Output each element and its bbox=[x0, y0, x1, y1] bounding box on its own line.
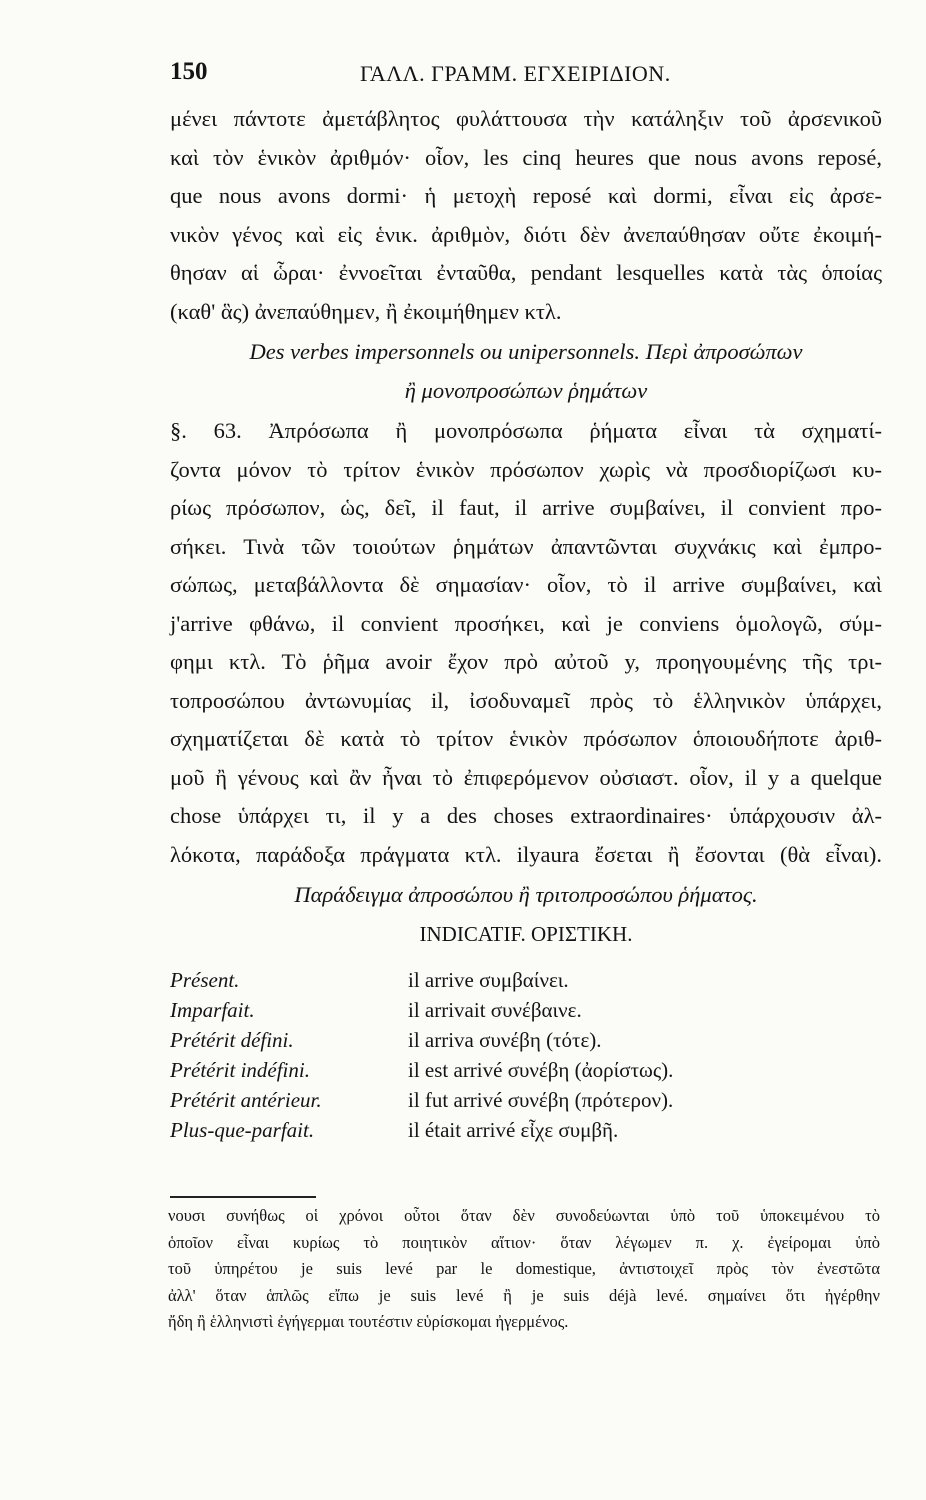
text-line: chose ὑπάρχει τι, il y a des choses extraordinaires· ὑπάρχουσιν ἀλ- bbox=[170, 803, 882, 828]
conjugation-row bbox=[170, 995, 770, 1025]
text-line: μοῦ ἢ γένους καὶ ἂν ἦναι τὸ ἐπιφερόμενον οὐσιαστ. οἷον, il y a quelque bbox=[170, 764, 882, 790]
footnote-line: ἀλλ' ὅταν ἁπλῶς εἴπω je suis levé ἢ je suis déjà levé. σημαίνει ὅτι ἠγέρθην bbox=[168, 1285, 880, 1305]
text-line: ρίως πρόσωπον, ὡς, δεῖ, il faut, il arrive συμβαίνει, il convient προ- bbox=[170, 495, 882, 520]
tense-name: Prétérit indéfini. bbox=[170, 1058, 310, 1082]
conjugation-row bbox=[170, 1025, 770, 1055]
example-title: Παράδειγμα ἀπροσώπου ἢ τριτοπροσώπου ῥήματος. bbox=[294, 882, 758, 907]
conjugation-row bbox=[170, 1115, 770, 1145]
text-line: j'arrive φθάνω, il convient προσήκει, καὶ je conviens ὁμολογῶ, σύμ- bbox=[170, 610, 882, 636]
text-line: (καθ' ἃς) ἀνεπαύθημεν, ἢ ἐκοιμήθημεν κτλ. bbox=[170, 298, 562, 324]
verb-form: il était arrivé εἶχε συμβῆ. bbox=[408, 1118, 619, 1142]
footnote-divider bbox=[170, 1196, 316, 1198]
running-title: ΓΑΛΛ. ΓΡΑΜΜ. ΕΓΧΕΙΡΙΔΙΟΝ. bbox=[360, 61, 671, 86]
text-line: φημι κτλ. Τὸ ῥῆμα avoir ἔχον πρὸ αὐτοῦ y, προηγουμένης τῆς τρι- bbox=[170, 649, 882, 674]
text-line: μένει πάντοτε ἀμετάβλητος φυλάττουσα τὴν κατάληξιν τοῦ ἀρσενικοῦ bbox=[170, 106, 882, 131]
text-line: λόκοτα, παράδοξα πράγματα κτλ. ilyaura ἔσεται ἢ ἔσονται (θὰ εἶναι). bbox=[170, 841, 882, 867]
tense-name: Imparfait. bbox=[170, 998, 255, 1022]
tense-name: Prétérit antérieur. bbox=[170, 1088, 322, 1112]
conjugation-table bbox=[170, 965, 770, 1145]
text-line: σήκει. Τινὰ τῶν τοιούτων ῥημάτων ἀπαντῶνται συχνάκις καὶ ἐμπρο- bbox=[170, 533, 882, 559]
mood-title: INDICATIF. ΟΡΙΣΤΙΚΗ. bbox=[419, 921, 633, 946]
tense-name: Prétérit défini. bbox=[170, 1028, 294, 1052]
verb-form: il est arrivé συνέβη (ἀορίστως). bbox=[408, 1058, 674, 1082]
conjugation-row bbox=[170, 1055, 770, 1085]
text-line: σώπως, μεταβάλλοντα δὲ σημασίαν· οἷον, τὸ il arrive συμβαίνει, καὶ bbox=[170, 572, 882, 597]
footnote-line: ἤδη ἢ ἑλληνιστὶ ἐγήγερμαι τουτέστιν εὑρίσκομαι ἠγερμένος. bbox=[168, 1312, 569, 1331]
page-header bbox=[170, 58, 880, 98]
footnote-line: νουσι συνήθως οἱ χρόνοι οὗτοι ὅταν δὲν συνοδεύωνται ὑπὸ τοῦ ὑποκειμένου τὸ bbox=[168, 1206, 880, 1225]
section-heading: ἢ μονοπροσώπων ῥημάτων bbox=[404, 377, 648, 403]
conjugation-row bbox=[170, 965, 770, 995]
verb-form: il fut arrivé συνέβη (πρότερον). bbox=[408, 1088, 674, 1112]
footnote-line: ὁποῖον εἶναι κυρίως τὸ ποιητικὸν αἴτιον· ὅταν λέγωμεν π. χ. ἐγείρομαι ὑπὸ bbox=[168, 1232, 880, 1252]
text-line: σχηματίζεται δὲ κατὰ τὸ τρίτον ἑνικὸν πρόσωπον ὁποιουδήποτε ἀριθ- bbox=[170, 726, 882, 751]
text-line: que nous avons dormi· ἡ μετοχὴ reposé καὶ dormi, εἶναι εἰς ἀρσε- bbox=[170, 183, 882, 208]
section-heading: Des verbes impersonnels ou unipersonnels. Περὶ ἀπροσώπων bbox=[249, 339, 803, 364]
tense-name: Plus-que-parfait. bbox=[170, 1118, 315, 1142]
text-line: νικὸν γένος καὶ εἰς ἑνικ. ἀριθμὸν, διότι δὲν ἀνεπαύθησαν οὔτε ἐκοιμή- bbox=[170, 221, 882, 247]
text-line: καὶ τὸν ἑνικὸν ἀριθμόν· οἷον, les cinq heures que nous avons reposé, bbox=[170, 144, 882, 170]
footnote-line: τοῦ ὑπηρέτου je suis levé par le domestique, ἀντιστοιχεῖ πρὸς τὸν ἐνεστῶτα bbox=[168, 1259, 880, 1278]
footnote bbox=[168, 1203, 880, 1336]
text-line: θησαν αἱ ὧραι· ἐννοεῖται ἐνταῦθα, pendant lesquelles κατὰ τὰς ὁποίας bbox=[170, 260, 882, 285]
verb-form: il arrive συμβαίνει. bbox=[408, 968, 569, 992]
verb-form: il arriva συνέβη (τότε). bbox=[408, 1028, 602, 1052]
conjugation-row bbox=[170, 1085, 770, 1115]
text-line: τοπροσώπου ἀντωνυμίας il, ἰσοδυναμεῖ πρὸς τὸ ἑλληνικὸν ὑπάρχει, bbox=[170, 687, 882, 713]
page-number: 150 bbox=[170, 58, 208, 85]
text-line: §. 63. Ἀπρόσωπα ἢ μονοπρόσωπα ῥήματα εἶναι τὰ σχηματί- bbox=[170, 418, 882, 443]
verb-form: il arrivait συνέβαινε. bbox=[408, 998, 582, 1022]
tense-name: Présent. bbox=[170, 968, 240, 992]
main-text bbox=[170, 100, 882, 953]
text-line: ζοντα μόνον τὸ τρίτον ἑνικὸν πρόσωπον χωρὶς νὰ προσδιορίζωσι κυ- bbox=[170, 456, 882, 482]
